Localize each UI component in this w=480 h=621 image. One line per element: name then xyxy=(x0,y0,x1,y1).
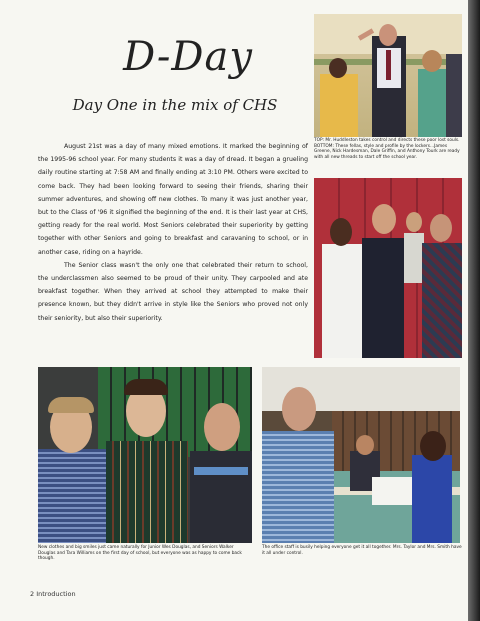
page-subtitle: Day One in the mix of CHS xyxy=(72,96,278,114)
caption-bottom-left: New clothes and big smiles just came naturally for Junior Wes Douglas, and Seniors Walker Douglas and Tara Williams on the first day of school, but everyone was as happy to come back though. xyxy=(38,545,242,562)
page-title: D-Day xyxy=(123,34,253,80)
article-body xyxy=(38,140,308,325)
photo-three-students xyxy=(38,367,252,543)
article-paragraph-1: August 21st was a day of many mixed emotions. It marked the beginning of the 1995-96 school year. For many students it was a day of dread. It began a grueling daily routine starting at 7:58 AM and finally ending at 3:10 PM. Others were excited to come back. They had been looking forward to seeing their friends, sharing their summer adventures, and showing off new clothes. To many it was just another year, but to the Class of '96 it signified the beginning of the end. It is their last year at CHS, getting ready for the real world. Most Seniors celebrated their superiority by getting together with other Seniors and going to breakfast and caravaning to school, or in another case, riding on a hayride. xyxy=(38,143,308,256)
photo-lockers-group xyxy=(314,178,462,358)
photo-hallway-directions xyxy=(314,14,462,137)
article-paragraph-2: The Senior class wasn't the only one that celebrated their return to school, the underclassmen also seemed to be proud of their unity. They carpooled and ate breakfast together. When they arrived at school they attempted to make their presence known, but they didn't arrive in style like the Seniors who proved not only their seniority, but also their superiority. xyxy=(38,261,308,322)
caption-top-right: TOP: Mr. Huddleston takes control and directs these poor lost souls. BOTTOM: These fellas, style and profile by the lockers...James Greene, Nick Hardesman, Dale Griffin, and Anthony Tourk are ready with all new threads to start off the school year. xyxy=(314,138,460,160)
page-footer: 2 Introduction xyxy=(30,590,76,598)
caption-bottom-right: The office staff is busily helping everyone get it all together. Mrs. Taylor and Mrs. Smith have it all under control. xyxy=(262,545,462,556)
page-edge-shadow xyxy=(468,0,480,621)
photo-office-staff xyxy=(262,367,460,543)
